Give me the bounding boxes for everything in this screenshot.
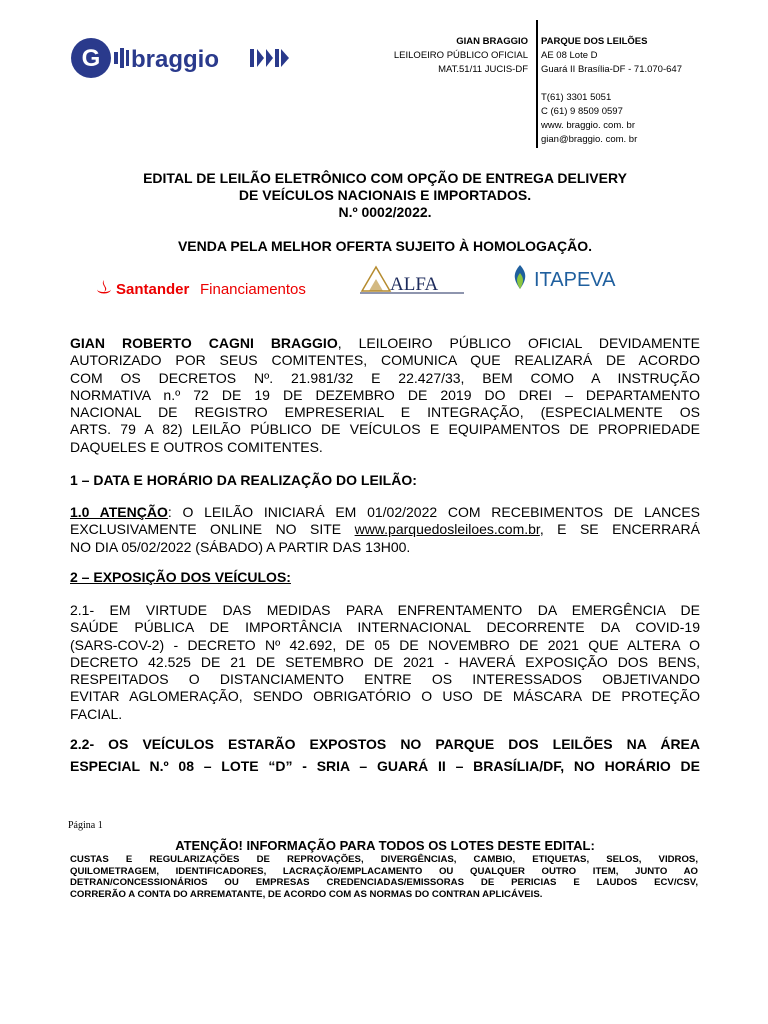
santander-name: Santander xyxy=(116,281,190,298)
title-line-2: DE VEÍCULOS NACIONAIS E IMPORTADOS. xyxy=(238,187,532,203)
section-2-2-paragraph xyxy=(70,733,700,777)
intro-line: NORMATIVA n.º 72 DE 19 DE DEZEMBRO DE 2019 DO DREI – DEPARTAMENTO xyxy=(70,386,700,403)
svg-text:G: G xyxy=(81,45,101,72)
section-2-1-line: SAÚDE PÚBLICA DE IMPORTÂNCIA INTERNACIONAL DECORRENTE DA COVID-19 xyxy=(70,619,700,636)
venue-info xyxy=(541,35,741,147)
notice-line: CUSTAS E REGULARIZAÇÕES DE REPROVAÇÕES, DIVERGÊNCIAS, CAMBIO, ETIQUETAS, SELOS, VIDROS, xyxy=(70,854,698,865)
auctioneer-name: GIAN BRAGGIO xyxy=(456,36,528,47)
section-2-2-line: 2.2- OS VEÍCULOS ESTARÃO EXPOSTOS NO PARQUE DOS LEILÕES NA ÁREA xyxy=(70,736,700,752)
braggio-logo xyxy=(70,36,295,80)
section-1-heading: 1 – DATA E HORÁRIO DA REALIZAÇÃO DO LEILÃO: xyxy=(70,472,417,488)
intro-line: ARTS. 79 A 82) LEILÃO PÚBLICO DE VEÍCULOS E EQUIPAMENTOS DE PROPRIEDADE xyxy=(70,421,700,438)
section-2-1-line: DECRETO 42.525 DE 21 DE SETEMBRO DE 2021 - HAVERÁ EXPOSIÇÃO DOS BENS, xyxy=(70,653,700,670)
section-2-1-line: EVITAR AGLOMERAÇÃO, SENDO OBRIGATÓRIO O USO DE MÁSCARA DE PROTEÇÃO xyxy=(70,688,700,705)
venue-name: PARQUE DOS LEILÕES xyxy=(541,36,648,47)
intro-line: NACIONAL DE REGISTRO EMPRESERIAL E INTEGRAÇÃO, (ESPECIALMENTE OS xyxy=(70,404,700,421)
venue-email[interactable]: gian@braggio. com. br xyxy=(541,134,638,145)
title-line-3: N.º 0002/2022. xyxy=(338,204,432,220)
intro-line: COM OS DECRETOS Nº. 21.981/32 E 22.427/33, BEM COMO A INSTRUÇÃO xyxy=(70,369,700,386)
section-2-1-line: RESPEITADOS O DISTANCIAMENTO ENTRE OS INTERESSADOS OBJETIVANDO xyxy=(70,671,700,688)
logo-wordmark: braggio xyxy=(131,46,219,73)
santander-logo xyxy=(94,276,316,300)
section-2-1-line: FACIAL. xyxy=(70,705,123,722)
notice-text xyxy=(70,854,698,900)
alfa-text: ALFA xyxy=(390,274,439,295)
section-1-line: : O LEILÃO INICIARÁ EM 01/02/2022 COM RECEBIMENTOS DE LANCES xyxy=(167,504,701,520)
notice-line: QUILOMETRAGEM, IDENTIFICADORES, LACRAÇÃO/EMPLACAMENTO OU QUALQUER OUTRO ITEM, JUNTO AO xyxy=(70,865,698,877)
alfa-logo xyxy=(358,263,468,295)
auctioneer-role: LEILOEIRO PÚBLICO OFICIAL xyxy=(393,50,528,61)
section-2-2-line: ESPECIAL N.º 08 – LOTE “D” - SRIA – GUARÁ II – BRASÍLIA/DF, NO HORÁRIO DE xyxy=(70,758,700,774)
section-1-line: EXCLUSIVAMENTE ONLINE NO SITE xyxy=(70,521,355,538)
site-link[interactable]: www.parquedosleiloes.com.br xyxy=(354,521,540,538)
section-1-line: , E SE ENCERRARÁ xyxy=(539,521,700,538)
intro-paragraph xyxy=(70,335,700,456)
section-2-heading: 2 – EXPOSIÇÃO DOS VEÍCULOS: xyxy=(70,569,291,585)
notice-line: DETRAN/CONCESSIONÁRIOS OU EMPRESAS CREDENCIADAS/EMISSORAS DE PERICIAS E LAUDOS ECV/CSV, xyxy=(70,877,698,888)
header-divider xyxy=(536,20,538,148)
itapeva-logo xyxy=(510,263,630,293)
intro-line: DAQUELES E OUTROS COMITENTES. xyxy=(70,438,323,455)
section-2-1-paragraph xyxy=(70,602,700,723)
venue-cell: C (61) 9 8509 0597 xyxy=(541,106,623,117)
auctioneer-registration: MAT.51/11 JUCIS-DF xyxy=(438,64,528,75)
title-subtitle: VENDA PELA MELHOR OFERTA SUJEITO À HOMOLOGAÇÃO. xyxy=(177,238,593,254)
page-number: Página 1 xyxy=(68,820,103,831)
intro-line: , LEILOEIRO PÚBLICO OFICIAL DEVIDAMENTE xyxy=(337,335,700,351)
section-2-1-line: (SARS-COV-2) - DECRETO Nº 42.692, DE 05 DE NOVEMBRO DE 2021 QUE ALTERA O xyxy=(70,636,700,653)
venue-phone: T(61) 3301 5051 xyxy=(541,92,612,103)
intro-line: AUTORIZADO POR SEUS COMITENTES, COMUNICA QUE REALIZARÁ DE ACORDO xyxy=(70,352,700,369)
section-1-paragraph xyxy=(70,504,700,556)
title-line-1: EDITAL DE LEILÃO ELETRÔNICO COM OPÇÃO DE ENTREGA DELIVERY xyxy=(143,170,627,186)
venue-address-2: Guará II Brasília-DF - 71.070-647 xyxy=(541,64,682,75)
santander-flame-icon xyxy=(103,280,106,292)
intro-bold-name: GIAN ROBERTO CAGNI BRAGGIO xyxy=(70,335,338,351)
auctioneer-info xyxy=(380,35,528,77)
notice-title: ATENÇÃO! INFORMAÇÃO PARA TODOS OS LOTES DESTE EDITAL: xyxy=(175,838,595,853)
venue-website[interactable]: www. braggio. com. br xyxy=(541,120,635,131)
itapeva-text: ITAPEVA xyxy=(534,269,616,291)
attention-label: 1.0 ATENÇÃO xyxy=(70,504,168,520)
santander-financiamentos: Financiamentos xyxy=(200,281,306,298)
notice-line: CORRERÃO A CONTA DO ARREMATANTE, DE ACORDO COM AS NORMAS DO CONTRAN APLICÁVEIS. xyxy=(70,888,543,900)
venue-address-1: AE 08 Lote D xyxy=(541,50,598,61)
section-1-line: NO DIA 05/02/2022 (SÁBADO) A PARTIR DAS 13H00. xyxy=(70,538,411,555)
section-2-1-line: 2.1- EM VIRTUDE DAS MEDIDAS PARA ENFRENTAMENTO DA EMERGÊNCIA DE xyxy=(70,602,700,618)
